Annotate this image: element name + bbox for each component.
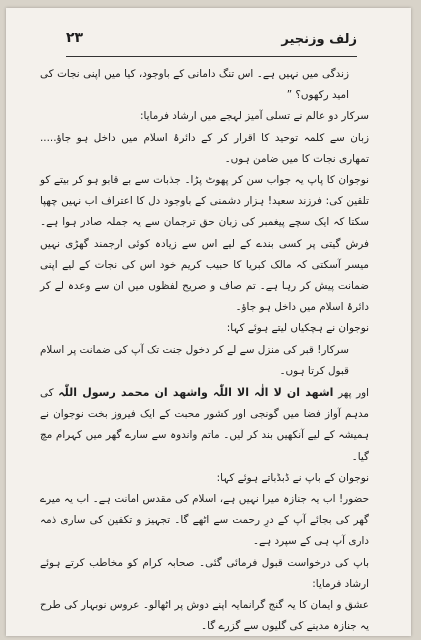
book-page — [6, 8, 411, 636]
paragraph-4: نوجوان کا پاپ یہ جواب سن کر پھوٹ پڑا۔ جذبات سے بے قابو ہو کر بیتے کو تلقین کی: فرزند سعید! ہزار دشمنی کے باوجود دل کا اعتراف اب نہیں چھپا سکتا کہ ایک سچے پیغمبر کی زبان حق ترجمان سے یہ جملہ صادر ہوا ہے۔ فرش گیتی پر کسی بندے کے لیے اس سے زیادہ کوئی ارجمند گھڑی نہیں میسر آسکتی کہ مالک کبریا کا حبیب کریم خود اس کی نجات کے لیے اپنی ضمانت پیش کر رہا ہے۔ تم صاف و صریح لفظوں میں ان سے وعدہ لے کر دائرۂ اسلام میں داخل ہو جاؤ۔ — [40, 174, 369, 314]
paragraph-10: باپ کی درخواست قبول فرمائی گئی۔ صحابہ کرام کو مخاطب کرتے ہوئے ارشاد فرمایا: — [40, 556, 369, 590]
paragraph-11: عشق و ایمان کا یہ گنج گرانمایہ اپنے دوش پر اٹھالو۔ عروس نوبہار کی طرح یہ جنازہ مدینے کی گلیوں سے گزرے گا۔ — [40, 599, 369, 633]
page-number: ۲۳ — [66, 30, 84, 46]
paragraph-7-rest: کی مدہم آواز فضا میں گونجی اور کشور محبت کے ایک فیروز بخت نوجوان نے ہمیشہ کے لیے آنکھیں بند کر لیں۔ ماتم واندوہ سے سارے گھر میں کہرام مچ گیا۔ — [40, 387, 369, 463]
paragraph-2: سرکار دو عالم نے تسلی آمیز لہجے میں ارشاد فرمایا: — [139, 110, 369, 123]
running-title: زلف وزنجیر — [281, 32, 357, 47]
paragraph-3: زبان سے کلمہ توحید کا اقرار کر کے دائرۂ اسلام میں داخل ہو جاؤ..... تمھاری نجات کا میں ضامن ہوں۔ — [40, 131, 369, 165]
paragraph-5: نوجوان نے ہچکیاں لیتے ہوئے کہا: — [226, 322, 369, 335]
paragraph-9: حضور! اب یہ جنازہ میرا نہیں ہے، اسلام کی مقدس امانت ہے۔ اب یہ میرے گھر کی بجائے آپ کے درِ رحمت سے اٹھے گا۔ تجہیز و تکفین کی ساری ذمہ داری آپ ہی کے سپرد ہے۔ — [40, 493, 369, 548]
paragraph-7 — [40, 382, 369, 468]
page-header — [66, 30, 357, 57]
paragraph-8: نوجوان کے باپ نے ڈبڈباتے ہوئے کہا: — [216, 471, 369, 484]
paragraph-6: سرکار! قبر کی منزل سے لے کر دخول جنت تک آپ کی ضمانت پر اسلام قبول کرتا ہوں۔ — [40, 343, 349, 377]
page-body — [40, 64, 370, 633]
paragraph-7-lead: اور پھر — [338, 387, 370, 400]
kalima-text: اشھد ان لا الٰہ الا اللّٰہ واشھد ان محمد رسول اللّٰہ — [58, 386, 334, 400]
paragraph-1: زندگی میں نہیں ہے۔ اس تنگ دامانی کے باوجود، کیا میں اپنی نجات کی امید رکھوں؟ ” — [40, 68, 349, 102]
